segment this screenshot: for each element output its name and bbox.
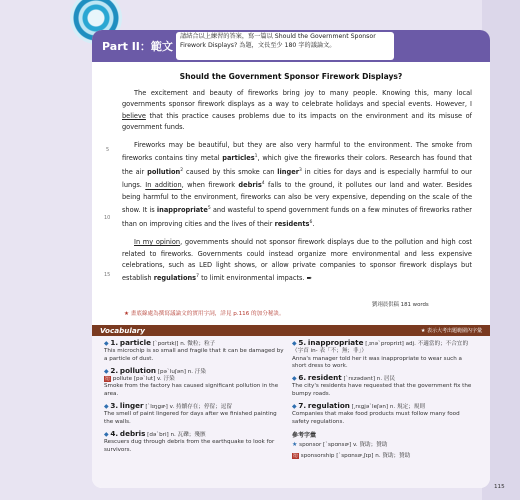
- vocab-word: pollution: [119, 365, 157, 375]
- essay-paragraph-1: [122, 88, 472, 133]
- vocabulary-title: Vocabulary: [100, 326, 145, 335]
- line-number: 15: [104, 272, 111, 278]
- vocab-right-entries: [292, 339, 474, 426]
- derivative-text: pollute [pəˋlut] v. 汙染: [112, 376, 175, 383]
- useful-phrase: believe: [122, 111, 146, 120]
- reference-vocab-title: 參考字彙: [292, 431, 317, 439]
- vocab-term: residents: [274, 219, 310, 228]
- text-run: The excitement and beauty of fireworks bring joy to many people. Knowing this, many local governments sponsor firework displays as a way to celebrate holidays and special events. However, I: [122, 89, 472, 109]
- vocab-example: Anna's manager told her it was inappropriate to wear such a short dress to work.: [292, 355, 462, 369]
- vocabulary-legend: ★ 表示大考出題範圍內字彙: [420, 328, 482, 334]
- footnote-marker: 3: [298, 167, 302, 173]
- vocab-word: regulation: [307, 401, 350, 411]
- vocab-pronunciation: [͵rɛɡjəˋleʃən] n. 規定；規則: [351, 404, 425, 411]
- essay-title: Should the Government Sponsor Firework Displays?: [179, 72, 403, 81]
- instruction-box: 請結合以上練習的答案，寫一篇以 Should the Government Sponsor Firework Displays? 為題，文長至少 180 字的議論文。: [176, 32, 394, 60]
- reference-text: sponsorship [ˋspɑnsɚ͵ʃɪp] n. 資助；贊助: [300, 453, 411, 460]
- vocab-entry: [292, 402, 474, 426]
- useful-phrase: In my opinion: [134, 238, 181, 247]
- vocab-word: debris: [119, 428, 146, 438]
- vocab-word: inappropriate: [307, 338, 364, 347]
- vocab-pronunciation: [dəˋbri] n. 瓦礫；殘骸: [147, 431, 206, 438]
- vocab-entry: [292, 374, 474, 398]
- vocab-derivative: [104, 376, 286, 383]
- page-number: 115: [494, 484, 505, 490]
- vocab-column-right: [292, 339, 474, 465]
- text-run: that this practice causes problems due to its impacts on the environment and its misuse of government funds.: [122, 111, 472, 131]
- part-label: Part II：範文: [102, 40, 173, 53]
- underline-tip-note: ★ 畫底線處為撰寫議論文的實用字詞，詳見 p.116 的加分秘訣。: [124, 311, 285, 317]
- essay-paragraph-2: [122, 140, 472, 230]
- footnote-marker: 2: [180, 167, 184, 173]
- text-run: caused by this smoke can: [183, 168, 278, 177]
- vocab-entry: [292, 339, 474, 370]
- reference-vocab-item: [292, 453, 474, 460]
- useful-phrase: In addition: [145, 181, 182, 190]
- diamond-icon: ◆: [292, 340, 297, 347]
- text-run: Fireworks may be beautiful, but they are also very harmful to the environment. The smoke from fireworks contains tiny metal: [122, 141, 472, 163]
- vocab-number: 7.: [298, 401, 307, 411]
- diamond-icon: ◆: [292, 403, 297, 411]
- text-run: .: [312, 219, 315, 228]
- vocabulary-section: [92, 325, 490, 488]
- vocab-term: regulations: [153, 274, 197, 283]
- star-icon: ★: [292, 440, 298, 448]
- vocab-example: Rescuers dug through debris from the earthquake to look for survivors.: [104, 439, 275, 453]
- vocab-term: inappropriate: [156, 206, 208, 215]
- diamond-icon: ◆: [104, 403, 109, 411]
- vocab-number: 3.: [110, 401, 119, 411]
- vocab-number: 2.: [110, 365, 119, 375]
- vocab-example: The smell of paint lingered for days after we finished painting the walls.: [104, 411, 277, 425]
- vocab-number: 4.: [110, 428, 119, 438]
- part-header: [92, 30, 490, 62]
- vocab-term: linger: [277, 168, 299, 177]
- vocab-term: particles: [222, 154, 255, 163]
- text-run: falls to the ground, it pollutes our land and water. Besides being harmful to the environment, fireworks can also be very expensive, depending on the scale of the show. It is: [122, 181, 472, 215]
- vocab-example: Companies that make food products must follow many food safety regulations.: [292, 411, 460, 425]
- text-run: in cities for days and is especially harmful to our lungs.: [122, 168, 472, 190]
- essay-source: 劉翊晨供稿 181 words: [372, 302, 429, 308]
- vocab-pronunciation: [pəˋluʃən] n. 汙染: [157, 368, 206, 375]
- line-number: 5: [106, 147, 110, 153]
- vocab-entry: [104, 402, 286, 426]
- text-run: , when firework: [181, 181, 239, 190]
- vocab-term: pollution: [147, 168, 181, 177]
- diamond-icon: ◆: [292, 375, 297, 383]
- diamond-icon: ◆: [104, 340, 109, 347]
- vocab-example: Smoke from the factory has caused significant pollution in the area.: [104, 383, 279, 397]
- text-run: to limit environmental impacts. ➨: [198, 274, 313, 283]
- vocab-example: This microchip is so small and fragile that it can be damaged by a particle of dust.: [104, 348, 284, 362]
- vocab-entry: [104, 430, 286, 454]
- vocab-term: debris: [238, 181, 262, 190]
- diamond-icon: ◆: [104, 430, 109, 438]
- footnote-marker: 5: [207, 206, 211, 212]
- vocabulary-bar: [92, 325, 490, 336]
- essay-body: [122, 88, 472, 292]
- vocab-pronunciation: [͵ɪnəˋpropriɪt] adj. 不適當的；不合宜的（字首 in- 表「不；無；非」）: [292, 341, 469, 355]
- vocab-entry: [104, 339, 286, 363]
- vocab-number: 5.: [298, 338, 307, 347]
- text-run: and wasteful to spend government funds on a few minutes of fireworks rather than on improving cities and the lives of their: [122, 206, 472, 228]
- content-card: [92, 30, 490, 488]
- footnote-marker: 7: [196, 274, 199, 280]
- vocab-pronunciation: [ˋpɑrtɪkḷ] n. 微粒；粒子: [152, 341, 216, 347]
- vocab-example: The city's residents have requested that the government fix the bumpy roads.: [292, 383, 472, 397]
- vocab-word: particle: [119, 338, 151, 347]
- footnote-marker: 4: [261, 181, 265, 187]
- derivative-tag: 衍: [105, 376, 111, 383]
- vocab-column-left: [104, 339, 286, 458]
- reference-text: sponsor [ˋspɑnsɚ] v. 資助；贊助: [299, 441, 388, 448]
- footnote-marker: 1: [254, 154, 258, 160]
- vocab-entry: [104, 367, 286, 398]
- line-number: 10: [104, 215, 111, 221]
- vocab-pronunciation: [ˋlɪŋɡɚ] v. 持續存在；停留；逗留: [145, 404, 232, 411]
- vocab-number: 1.: [110, 338, 119, 347]
- vocab-number: 6.: [298, 373, 307, 383]
- derivative-tag: 衍: [293, 453, 299, 460]
- reference-vocab-item: [292, 441, 474, 449]
- reference-vocab-list: [292, 441, 474, 461]
- vocab-pronunciation: [ˋrɛzədənt] n. 居民: [343, 376, 396, 383]
- text-run: , which give the fireworks their colors. Research has found that the air: [122, 154, 472, 177]
- diamond-icon: ◆: [104, 367, 109, 375]
- essay-paragraph-3: [122, 237, 472, 284]
- footnote-marker: 6: [309, 219, 313, 225]
- text-run: , governments should not sponsor firework displays due to the pollution and high cost related to fireworks. Governments could instead organize more environmental and less expensive celebrations, such as LED light shows, or allow private companies to sponsor firework displays but establish: [122, 238, 473, 283]
- vocab-word: linger: [119, 401, 144, 411]
- vocab-word: resident: [307, 373, 342, 383]
